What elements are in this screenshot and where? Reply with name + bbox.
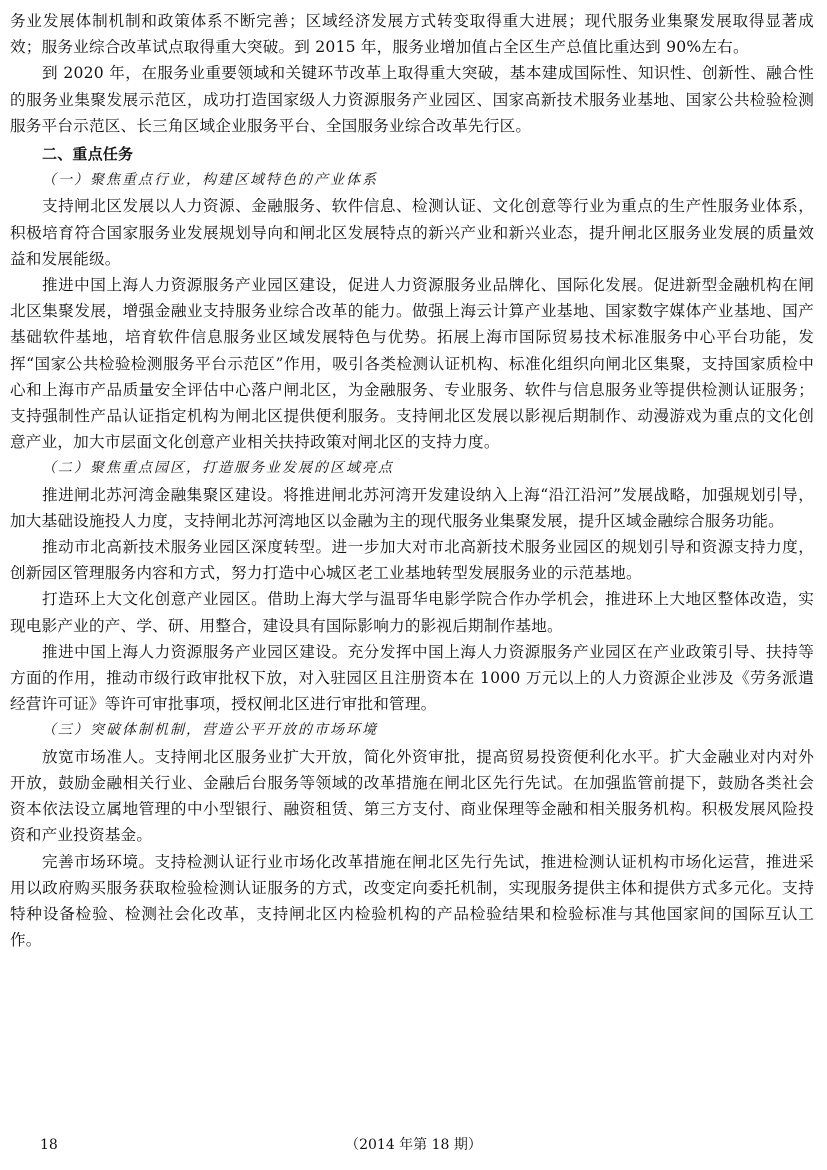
subsection-heading: （三）突破体制机制，营造公平开放的市场环境 [42, 722, 378, 739]
paragraph: 放宽市场准人。支持闸北区服务业扩大开放，简化外资审批，提高贸易投资便利化水平。扩大金融业对内对外开放，鼓励金融相关行业、金融后台服务等领域的改革措施在闸北区先行先试。在加强监管前提下，鼓励各类社会资本依法设立属地管理的中小型银行、融资租赁、第三方支付、商业保理等金融和相关服务机构。积极发展风险投资和产业投资基金。 [10, 747, 814, 845]
page-footer [0, 1132, 827, 1158]
paragraph: 打造环上大文化创意产业园区。借助上海大学与温哥华电影学院合作办学机会，推进环上大地区整体改造，实现电影产业的产、学、研、用整合，建设具有国际影响力的影视后期制作基地。 [10, 590, 814, 635]
paragraph: 到 2020 年，在服务业重要领域和关键环节改革上取得重大突破，基本建成国际性、知识性、创新性、融合性的服务业集聚发展示范区，成功打造国家级人力资源服务产业园区、国家高新技术服务业基地、国家公共检验检测服务平台示范区、长三角区域企业服务平台、全国服务业综合改革先行区。 [10, 64, 814, 135]
page-number: 18 [40, 1137, 58, 1153]
paragraph: 支持闸北区发展以人力资源、金融服务、软件信息、检测认证、文化创意等行业为重点的生产性服务业体系，积极培育符合国家服务业发展规划导向和闸北区发展特点的新兴产业和新兴业态，提升闸北区服务业发展的质量效益和发展能级。 [10, 197, 814, 268]
paragraph: 推动市北高新技术服务业园区深度转型。进一步加大对市北高新技术服务业园区的规划引导和资源支持力度，创新园区管理服务内容和方式，努力打造中心城区老工业基地转型发展服务业的示范基地。 [10, 538, 814, 583]
subsection-heading: （二）聚焦重点园区，打造服务业发展的区域亮点 [42, 460, 394, 477]
document-body [10, 8, 814, 953]
issue-label: （2014 年第 18 期） [345, 1137, 482, 1153]
section-heading: 二、重点任务 [42, 145, 134, 164]
paragraph: 推进中国上海人力资源服务产业园区建设。充分发挥中国上海人力资源服务产业园区在产业政策引导、扶持等方面的作用，推动市级行政审批权下放，对入驻园区且注册资本在 1000 万元以上的人力资源企业涉及《劳务派遣经营许可证》等许可审批事项，授权闸北区进行审批和管理。 [10, 642, 814, 714]
subsection-heading: （一）聚焦重点行业，构建区域特色的产业体系 [42, 172, 378, 189]
paragraph: 推进中国上海人力资源服务产业园区建设，促进人力资源服务业品牌化、国际化发展。促进新型金融机构在闸北区集聚发展，增强金融业支持服务业综合改革的能力。做强上海云计算产业基地、国家数字媒体产业基地、国产基础软件基地，培育软件信息服务业区域发展特色与优势。拓展上海市国际贸易技术标准服务中心平台功能，发挥“国家公共检验检测服务平台示范区”作用，吸引各类检测认证机构、标准化组织向闸北区集聚，支持国家质检中心和上海市产品质量安全评估中心落户闸北区，为金融服务、专业服务、软件与信息服务业等提供检测认证服务；支持强制性产品认证指定机构为闸北区提供便利服务。支持闸北区发展以影视后期制作、动漫游戏为重点的文化创意产业，加大市层面文化创意产业相关扶持政策对闸北区的支持力度。 [10, 276, 814, 452]
paragraph: 推进闸北苏河湾金融集聚区建设。将推进闸北苏河湾开发建设纳入上海“沿江沿河”发展战略，加强规划引导，加大基础设施投人力度，支持闸北苏河湾地区以金融为主的现代服务业集聚发展，提升区域金融综合服务功能。 [10, 485, 814, 530]
paragraph: 务业发展体制机制和政策体系不断完善；区域经济发展方式转变取得重大进展；现代服务业集聚发展取得显著成效；服务业综合改革试点取得重大突破。到 2015 年，服务业增加值占全区生产总值比重达到 90%左右。 [10, 12, 814, 57]
paragraph: 完善市场环境。支持检测认证行业市场化改革措施在闸北区先行先试，推进检测认证机构市场化运营，推进采用以政府购买服务获取检验检测认证服务的方式，改变定向委托机制，实现服务提供主体和提供方式多元化。支持特种设备检验、检测社会化改革，支持闸北区内检验机构的产品检验结果和检验标准与其他国家间的国际互认工作。 [10, 852, 814, 950]
